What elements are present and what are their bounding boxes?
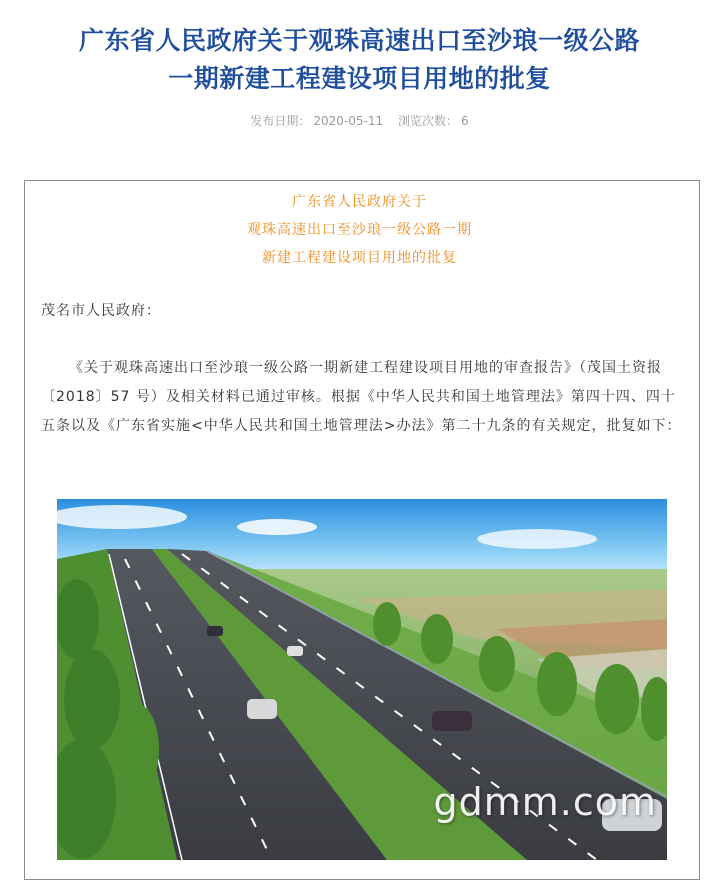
- car: [432, 711, 472, 731]
- body-paragraph: 《关于观珠高速出口至沙琅一级公路一期新建工程建设项目用地的审查报告》（茂国土资报〔2018〕57 号）及相关材料已通过审核。根据《中华人民共和国土地管理法》第四十四、四十五条以及《广东省实施<中华人民共和国土地管理法>办法》第二十九条的有关规定，批复如下：: [41, 360, 682, 434]
- article-title: [0, 22, 719, 98]
- views-count: 6: [460, 114, 469, 128]
- views-label: 浏览次数：: [397, 114, 458, 128]
- document-heading: [0, 188, 719, 272]
- car: [287, 646, 303, 656]
- cloud: [477, 529, 597, 549]
- document-heading-line-2: 观珠高速出口至沙琅一级公路一期: [247, 222, 472, 238]
- publish-date: 2020-05-11: [313, 114, 384, 128]
- publish-date-label: 发布日期：: [250, 114, 311, 128]
- car: [247, 699, 277, 719]
- car: [207, 626, 223, 636]
- document-heading-line-3: 新建工程建设项目用地的批复: [262, 250, 457, 266]
- document-heading-line-1: 广东省人民政府关于: [292, 194, 427, 210]
- cloud: [237, 519, 317, 535]
- highway-rendering-image: [57, 499, 667, 860]
- watermark: gdmm.com: [433, 780, 657, 824]
- article-title-line-2: 一期新建工程建设项目用地的批复: [168, 64, 551, 93]
- article-meta: [0, 112, 719, 129]
- article-title-line-1: 广东省人民政府关于观珠高速出口至沙琅一级公路: [78, 26, 640, 55]
- salutation: 茂名市人民政府：: [41, 303, 161, 319]
